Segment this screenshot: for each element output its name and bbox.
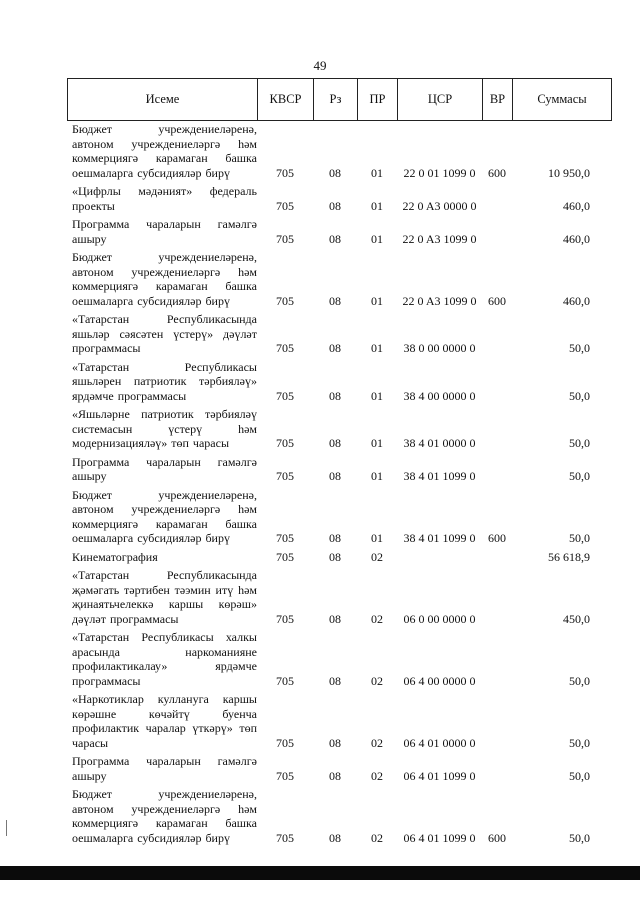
table-body [67,122,612,849]
row-csr: 06 0 00 0000 0 [403,611,476,626]
table-row [67,754,612,783]
table-row [67,407,612,451]
row-kvsr: 705 [276,165,294,180]
row-pr: 02 [371,673,383,688]
page-number: 49 [313,58,327,73]
column-header-sum: Суммасы [537,92,587,106]
row-pr: 02 [371,611,383,626]
row-sum: 450,0 [563,611,590,626]
row-pr: 01 [371,341,383,355]
row-csr: 06 4 01 1099 0 [403,768,476,783]
table-row [67,550,612,565]
table-row [67,630,612,688]
row-kvsr: 705 [276,768,294,783]
table-row [67,787,612,845]
row-kvsr: 705 [276,341,294,355]
row-name: Бюджет учреждениеләренә, автоном учреждениеләргә һәм коммерциягә карамаган башка оешмаларга субсидияләр бирү [72,787,257,845]
row-kvsr: 705 [276,549,294,564]
column-header-name: Исеме [68,79,258,120]
row-kvsr: 705 [276,673,294,688]
row-name: Бюджет учреждениеләренә, автоном учреждениеләргә һәм коммерциягә карамаган башка оешмаларга субсидияләр бирү [72,122,257,180]
row-name: Бюджет учреждениеләренә, автоном учреждениеләргә һәм коммерциягә карамаган башка оешмаларга субсидияләр бирү [72,250,257,308]
row-sum: 50,0 [569,673,590,688]
row-vr: 600 [488,830,506,845]
row-rz: 08 [329,198,341,213]
row-sum: 10 950,0 [548,165,590,180]
row-kvsr: 705 [276,198,294,213]
row-pr: 01 [371,231,383,246]
row-kvsr: 705 [276,830,294,845]
row-kvsr: 705 [276,231,294,246]
row-csr: 22 0 A3 0000 0 [402,198,477,213]
table-header [67,78,612,121]
row-kvsr: 705 [276,531,294,545]
row-rz: 08 [329,293,341,308]
table-row [67,360,612,404]
row-rz: 08 [329,436,341,450]
row-kvsr: 705 [276,611,294,626]
row-csr: 38 0 00 0000 0 [403,341,476,355]
row-csr: 22 0 A3 1099 0 [402,231,477,246]
column-header-kvsr: КВСР [258,79,314,120]
row-pr: 02 [371,549,383,564]
table-row [67,568,612,626]
row-pr: 01 [371,436,383,450]
row-sum: 50,0 [569,830,590,845]
row-csr: 38 4 01 0000 0 [403,436,476,450]
column-header-pr: ПР [358,79,398,120]
row-sum: 50,0 [569,388,590,403]
row-csr: 38 4 01 1099 0 [403,469,476,483]
row-rz: 08 [329,830,341,845]
row-sum: 50,0 [569,436,590,450]
row-sum: 56 618,9 [548,549,590,564]
column-header-vr: ВР [483,79,513,120]
row-sum: 460,0 [563,293,590,308]
row-name: «Татарстан Республикасында җәмәгать тәртибен тәэмин итү һәм җинаятьчелеккә каршы көрәш» дәүләт программасы [72,568,257,626]
row-kvsr: 705 [276,436,294,450]
row-rz: 08 [329,611,341,626]
row-name: «Татарстан Республикасында яшьләр сәясәтен үстерү» дәүләт программасы [72,312,257,355]
scan-mark [6,820,7,836]
row-sum: 50,0 [569,735,590,750]
row-vr: 600 [488,293,506,308]
row-sum: 50,0 [569,341,590,355]
row-name: «Цифрлы мәдәният» федераль проекты [72,184,257,213]
row-pr: 01 [371,165,383,180]
row-rz: 08 [329,341,341,355]
row-rz: 08 [329,673,341,688]
table-row [67,184,612,213]
row-name: Программа чараларын гамәлгә ашыру [72,754,257,783]
column-header-rz: Рз [314,79,358,120]
row-vr: 600 [488,531,506,545]
table-row [67,312,612,356]
row-kvsr: 705 [276,469,294,483]
row-csr: 06 4 00 0000 0 [403,673,476,688]
row-name: «Татарстан Республикасы яшьләрен патриотик тәрбияләү» ярдәмче программасы [72,359,257,403]
row-name: Кинематография [72,549,158,564]
row-csr: 38 4 01 1099 0 [403,531,476,545]
row-pr: 01 [371,388,383,403]
row-sum: 50,0 [569,469,590,483]
row-name: Бюджет учреждениеләренә, автоном учреждениеләргә һәм коммерциягә карамаган башка оешмаларга субсидияләр бирү [72,487,257,545]
table-row [67,217,612,246]
row-vr: 600 [488,165,506,180]
table-row [67,250,612,308]
row-name: Программа чараларын гамәлгә ашыру [72,454,257,483]
row-csr: 38 4 00 0000 0 [403,388,476,403]
row-pr: 02 [371,735,383,750]
row-kvsr: 705 [276,293,294,308]
row-sum: 460,0 [563,231,590,246]
row-csr: 06 4 01 1099 0 [403,830,476,845]
row-sum: 50,0 [569,768,590,783]
row-pr: 01 [371,469,383,483]
row-pr: 01 [371,293,383,308]
row-sum: 50,0 [569,531,590,545]
row-rz: 08 [329,531,341,545]
row-name: «Татарстан Республикасы халкы арасында наркоманияне профилактикалау» ярдәмче программасы [72,630,257,688]
row-name: «Наркотиклар куллануга каршы көрәшне көчәйтү буенча профилактик чаралар үткәрү» төп чарасы [72,692,257,750]
row-csr: 22 0 A3 1099 0 [402,293,477,308]
table-row [67,122,612,180]
row-rz: 08 [329,735,341,750]
row-rz: 08 [329,231,341,246]
table-row [67,692,612,750]
row-name: Программа чараларын гамәлгә ашыру [72,217,257,246]
row-pr: 02 [371,768,383,783]
row-kvsr: 705 [276,388,294,403]
row-rz: 08 [329,388,341,403]
row-csr: 22 0 01 1099 0 [403,165,476,180]
row-rz: 08 [329,165,341,180]
row-rz: 08 [329,768,341,783]
table-row [67,488,612,546]
row-pr: 02 [371,830,383,845]
row-rz: 08 [329,549,341,564]
row-kvsr: 705 [276,735,294,750]
row-csr: 06 4 01 0000 0 [403,735,476,750]
column-header-csr: ЦСР [398,79,483,120]
scan-bottom-bar [0,866,640,880]
row-pr: 01 [371,531,383,545]
row-pr: 01 [371,198,383,213]
row-name: «Яшьләрне патриотик тәрбияләү системасын үстерү һәм модернизацияләү» төп чарасы [72,407,257,450]
table-row [67,455,612,484]
row-sum: 460,0 [563,198,590,213]
row-rz: 08 [329,469,341,483]
